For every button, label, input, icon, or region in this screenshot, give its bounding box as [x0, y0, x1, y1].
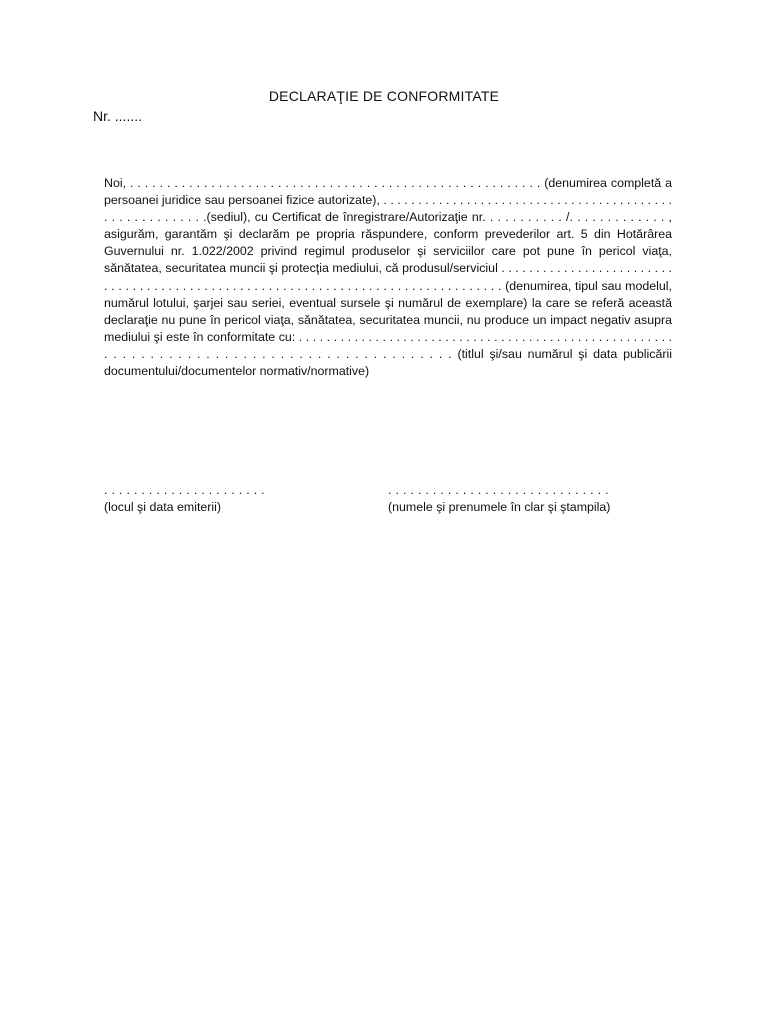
- document-number: Nr. .......: [93, 108, 143, 124]
- signature-name-stamp: [388, 482, 610, 516]
- declaration-body: Noi, . . . . . . . . . . . . . . . . . . . . . . . . . . . . . . . . . . . . . . . . . . . . . . . . . . . . . . . . (denumirea completă a persoanei juridice sau persoanei fizice autorizate), . . . . . . . . . . . . . . . . . . . . . . . . . . . . . . . . . . . . . . . . . . . . . . . . . . . . . . . .(sediul), cu Certificat de înregistrare/Autorizaţie nr. . . . . . . . . . . /. . . . . . . . . . . . . , asigurăm, garantăm şi declarăm pe propria răspundere, conform prevederilor art. 5 din Hotărârea Guvernului nr. 1.022/2002 privind regimul produselor şi serviciilor care pot pune în pericol viaţa, sănătatea, securitatea muncii şi protecţia mediului, că produsul/serviciul . . . . . . . . . . . . . . . . . . . . . . . . . . . . . . . . . . . . . . . . . . . . . . . . . . . . . . . . . . . . . . . . . . . . . . . . . . . . . . . . . (denumirea, tipul sau modelul, numărul lotului, şarjei sau seriei, eventual sursele şi numărul de exemplare) la care se referă această declaraţie nu pune în pericol viaţa, sănătatea, securitatea muncii, nu produce un impact negativ asupra mediului şi este în conformitate cu: . . . . . . . . . . . . . . . . . . . . . . . . . . . . . . . . . . . . . . . . . . . . . . . . . . . . . . . . . . . . . . . . . . . . . . . . . . . . . . . . . . . . . . . . . . . . (titlul şi/sau numărul şi data publicării documentului/documentelor normativ/normative): [104, 176, 672, 379]
- name-stamp-label: (numele şi prenumele în clar şi ştampila): [388, 500, 611, 514]
- place-date-dots: . . . . . . . . . . . . . . . . . . . . . .: [104, 483, 265, 497]
- signature-place-date: [104, 482, 265, 516]
- name-stamp-dots: . . . . . . . . . . . . . . . . . . . . . . . . . . . . . .: [388, 483, 609, 497]
- place-date-label: (locul şi data emiterii): [104, 500, 222, 514]
- document-title: DECLARAŢIE DE CONFORMITATE: [268, 88, 500, 104]
